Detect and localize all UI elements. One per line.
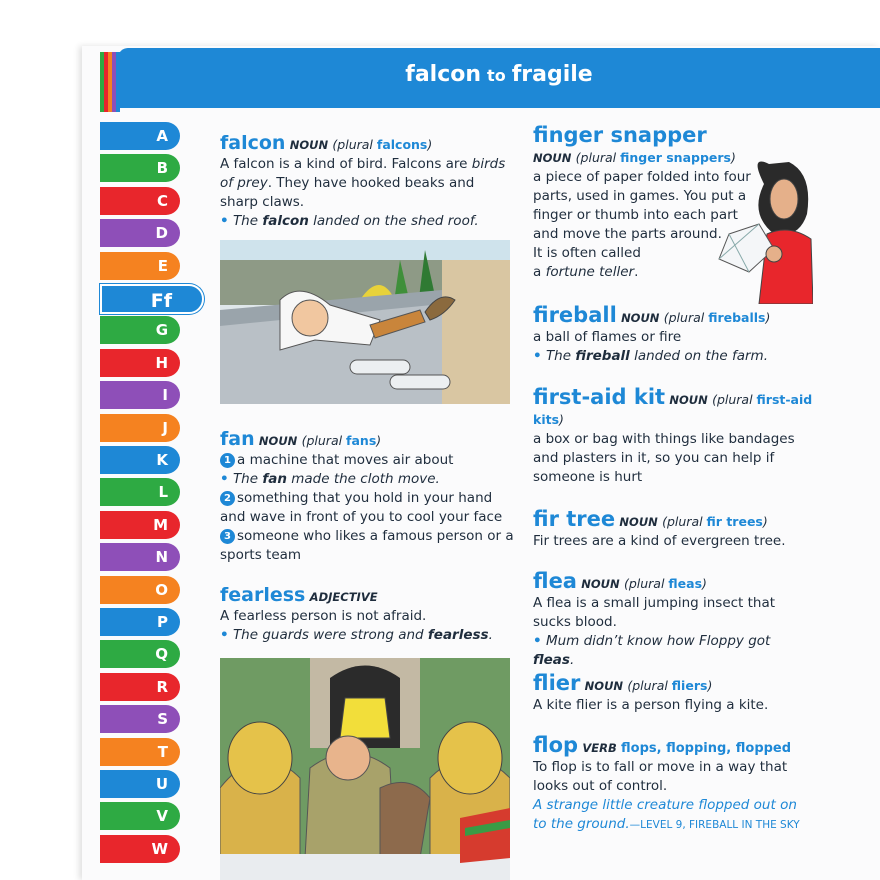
entry-flea <box>533 569 813 670</box>
alphabet-tab-a[interactable]: A <box>100 122 180 150</box>
definition: a piece of paper folded into four parts, used in games. You put a finger or thumb into each part and move the parts around. <box>533 169 751 242</box>
entry-fir-tree <box>533 507 813 551</box>
entry-flop <box>533 733 813 835</box>
page-header <box>118 48 880 108</box>
headword: flea <box>533 569 577 593</box>
plural-note: (plural fir trees) <box>662 514 768 529</box>
alphabet-tab-u[interactable]: U <box>100 770 180 798</box>
alphabet-tab-ff[interactable]: Ff <box>100 284 204 314</box>
plural-note: (plural first-aid kits) <box>533 392 813 427</box>
example: • The fireball landed on the farm. <box>533 348 768 364</box>
part-of-speech: NOUN <box>581 577 620 591</box>
example: • The fan made the cloth move. <box>220 471 440 487</box>
sense-1: 1 a machine that moves air about <box>220 451 516 470</box>
entry-fan <box>220 430 516 565</box>
definition: A flea is a small jumping insect that sucks blood. <box>533 595 776 630</box>
entry-first-aid-kit <box>533 385 813 487</box>
entry-fireball <box>533 303 813 366</box>
alphabet-tab-m[interactable]: M <box>100 511 180 539</box>
definition: To flop is to fall or move in a way that looks out of control. <box>533 759 788 794</box>
quotation: A strange little creature flopped out on to the ground.—LEVEL 9, FIREBALL IN THE SKY <box>533 797 800 832</box>
entry-fearless <box>220 586 516 645</box>
alphabet-tab-k[interactable]: K <box>100 446 180 474</box>
definition-alt: It is often called <box>533 245 641 261</box>
headword: fireball <box>533 303 617 327</box>
definition: A fearless person is not afraid. <box>220 608 427 624</box>
headword: finger snapper <box>533 123 707 147</box>
alphabet-tab-o[interactable]: O <box>100 576 180 604</box>
example: • Mum didn’t know how Floppy got fleas. <box>533 633 771 668</box>
headword: fan <box>220 428 255 450</box>
falcon-illustration <box>220 240 510 404</box>
example: • The guards were strong and fearless. <box>220 627 493 643</box>
alphabet-tab-b[interactable]: B <box>100 154 180 182</box>
part-of-speech: NOUN <box>289 138 329 152</box>
plural-note: (plural finger snappers) <box>575 150 736 165</box>
plural-note: (plural fireballs) <box>663 310 771 325</box>
entry-falcon <box>220 134 516 231</box>
headword: fearless <box>220 584 306 606</box>
plural-note: (plural fans) <box>301 433 382 448</box>
alphabet-tab-w[interactable]: W <box>100 835 180 863</box>
alphabet-tab-s[interactable]: S <box>100 705 180 733</box>
definition: Fir trees are a kind of evergreen tree. <box>533 533 786 549</box>
page-title <box>118 62 880 87</box>
part-of-speech: NOUN <box>669 393 708 407</box>
part-of-speech: NOUN <box>533 151 572 165</box>
part-of-speech: NOUN <box>584 679 624 693</box>
alphabet-tab-g[interactable]: G <box>100 316 180 344</box>
plural-note: (plural fliers) <box>627 678 713 693</box>
alphabet-tab-c[interactable]: C <box>100 187 180 215</box>
sense-2: 2 something that you hold in your hand and wave in front of you to cool your face <box>220 490 503 525</box>
part-of-speech: NOUN <box>621 311 660 325</box>
alphabet-tab-h[interactable]: H <box>100 349 180 377</box>
finger-snapper-illustration <box>689 154 813 304</box>
title-until-word: fragile <box>511 62 593 87</box>
definition: a ball of flames or fire <box>533 329 682 345</box>
alphabet-tab-l[interactable]: L <box>100 478 180 506</box>
entry-flier <box>533 671 813 715</box>
definition: a box or bag with things like bandages and plasters in it, so you can help if someone is hurt <box>533 431 795 485</box>
title-from-word: falcon <box>405 62 482 87</box>
example: • The falcon landed on the shed roof. <box>220 213 479 229</box>
alphabet-tab-t[interactable]: T <box>100 738 180 766</box>
part-of-speech: NOUN <box>619 515 658 529</box>
verb-forms: flops, flopping, flopped <box>621 741 792 756</box>
part-of-speech: NOUN <box>258 434 298 448</box>
alphabet-tab-p[interactable]: P <box>100 608 180 636</box>
quotation-source: —LEVEL 9, FIREBALL IN THE SKY <box>629 819 800 831</box>
alphabet-tab-j[interactable]: J <box>100 414 180 442</box>
alphabet-tab-n[interactable]: N <box>100 543 180 571</box>
alphabet-tab-d[interactable]: D <box>100 219 180 247</box>
plural-note: (plural falcons) <box>332 137 433 152</box>
part-of-speech: ADJECTIVE <box>309 590 378 604</box>
headword: falcon <box>220 132 286 154</box>
alphabet-tab-e[interactable]: E <box>100 252 180 280</box>
plural-note: (plural fleas) <box>623 576 707 591</box>
sense-3: 3 someone who likes a famous person or a sports team <box>220 528 514 563</box>
alphabet-tab-r[interactable]: R <box>100 673 180 701</box>
headword: flop <box>533 733 579 757</box>
definition-alt-name: a fortune teller. <box>533 264 639 280</box>
title-to-word: to <box>487 66 506 85</box>
guards-illustration <box>220 658 510 880</box>
definition: A kite flier is a person flying a kite. <box>533 697 769 713</box>
definition: A falcon is a kind of bird. Falcons are birds of prey. They have hooked beaks and sharp claws. <box>220 156 506 210</box>
alphabet-tab-i[interactable]: I <box>100 381 180 409</box>
headword: first-aid kit <box>533 385 666 409</box>
header-color-stripes <box>100 52 120 112</box>
alphabet-tab-q[interactable]: Q <box>100 640 180 668</box>
headword: fir tree <box>533 507 616 531</box>
part-of-speech: VERB <box>582 741 617 755</box>
alphabet-tab-v[interactable]: V <box>100 802 180 830</box>
headword: flier <box>533 671 581 695</box>
